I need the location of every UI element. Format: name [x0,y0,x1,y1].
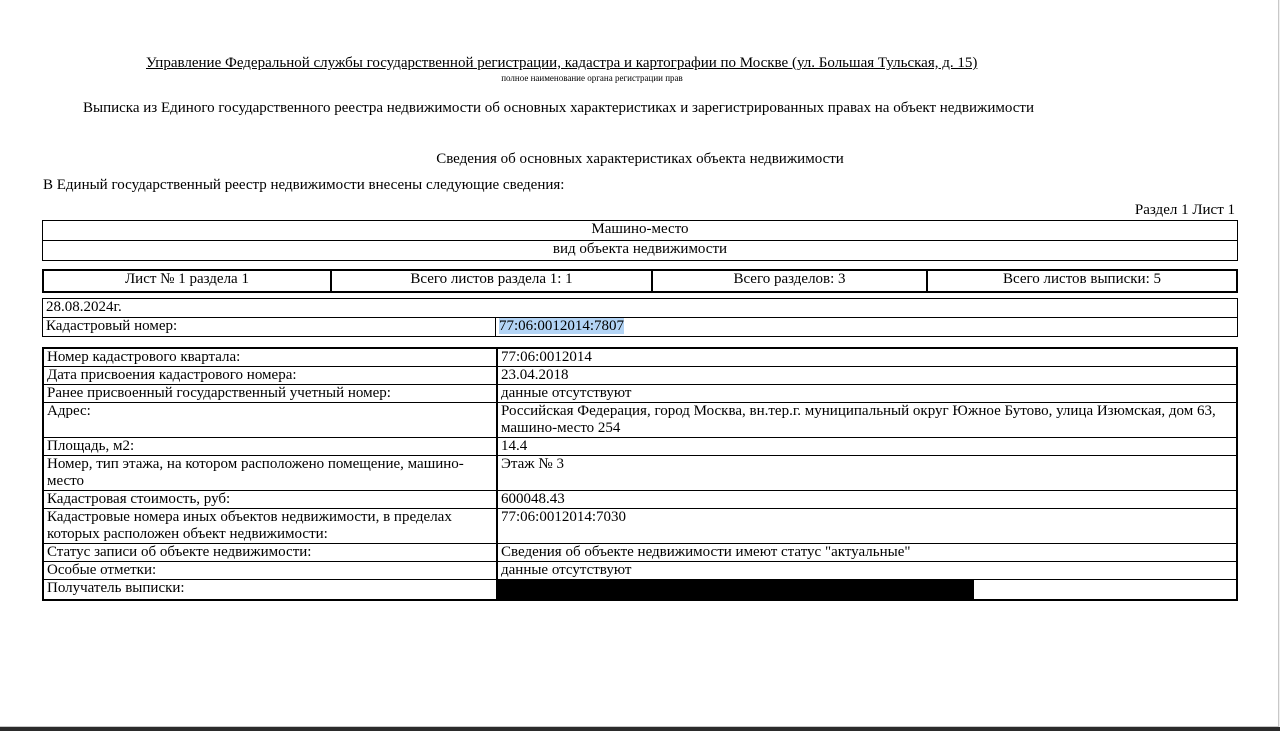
row-value: данные отсутствуют [497,562,1237,580]
object-type-caption: вид объекта недвижимости [43,241,1238,261]
row-value: Сведения об объекте недвижимости имеют статус "актуальные" [497,544,1237,562]
table-row [43,438,1237,456]
row-value: 77:06:0012014 [497,348,1237,367]
authority-caption: полное наименование органа регистрации прав [501,73,683,83]
table-row [43,562,1237,580]
row-value: Российская Федерация, город Москва, вн.тер.г. муниципальный округ Южное Бутово, улица Изюмская, дом 63, машино-место 254 [497,403,1237,438]
row-value: 14.4 [497,438,1237,456]
table-row [43,509,1237,544]
recipient-cell [497,580,1237,601]
row-label: Номер, тип этажа, на котором расположено помещение, машино-место [43,456,497,491]
row-label: Кадастровая стоимость, руб: [43,491,497,509]
section-title: Сведения об основных характеристиках объекта недвижимости [436,151,844,167]
row-label: Площадь, м2: [43,438,497,456]
sheet-reference: Раздел 1 Лист 1 [1134,202,1235,218]
sheet-number: Лист № 1 раздела 1 [43,270,331,292]
row-value: 77:06:0012014:7030 [497,509,1237,544]
table-row [43,385,1237,403]
row-value: данные отсутствуют [497,385,1237,403]
row-label: Адрес: [43,403,497,438]
row-label: Номер кадастрового квартала: [43,348,497,367]
table-row [43,403,1237,438]
row-label: Получатель выписки: [43,580,497,601]
table-row [43,544,1237,562]
table-row [43,456,1237,491]
object-type-table [42,220,1238,261]
total-sheets: Всего листов выписки: 5 [927,270,1237,292]
sheet-counts-table [42,269,1238,293]
cadastral-number-cell [496,318,1238,337]
cadastral-number-value[interactable]: 77:06:0012014:7807 [499,318,625,334]
record-date: 28.08.2024г. [43,299,1238,318]
object-type-value: Машино-место [43,221,1238,241]
row-label: Кадастровые номера иных объектов недвижимости, в пределах которых расположен объект недвижимости: [43,509,497,544]
redaction-block [498,579,974,600]
row-value: 600048.43 [497,491,1237,509]
row-label: Дата присвоения кадастрового номера: [43,367,497,385]
row-label: Ранее присвоенный государственный учетный номер: [43,385,497,403]
table-row [43,367,1237,385]
registration-authority: Управление Федеральной службы государственной регистрации, кадастра и картографии по Москве (ул. Большая Тульская, д. 15) [146,55,978,71]
row-value: 23.04.2018 [497,367,1237,385]
total-sections: Всего разделов: 3 [652,270,927,292]
section-sheets-count: Всего листов раздела 1: 1 [331,270,652,292]
recipient-value-area [498,580,1236,599]
table-row [43,491,1237,509]
characteristics-table [42,347,1238,601]
document-title: Выписка из Единого государственного реестра недвижимости об основных характеристиках и зарегистрированных правах на объект недвижимости [83,100,1035,116]
cadastral-number-label: Кадастровый номер: [43,318,496,337]
table-row [43,580,1237,601]
viewer-bottom-edge [0,727,1280,731]
intro-text: В Единый государственный реестр недвижимости внесены следующие сведения: [43,177,565,193]
row-label: Особые отметки: [43,562,497,580]
row-label: Статус записи об объекте недвижимости: [43,544,497,562]
row-value: Этаж № 3 [497,456,1237,491]
record-header-table [42,298,1238,337]
table-row [43,348,1237,367]
